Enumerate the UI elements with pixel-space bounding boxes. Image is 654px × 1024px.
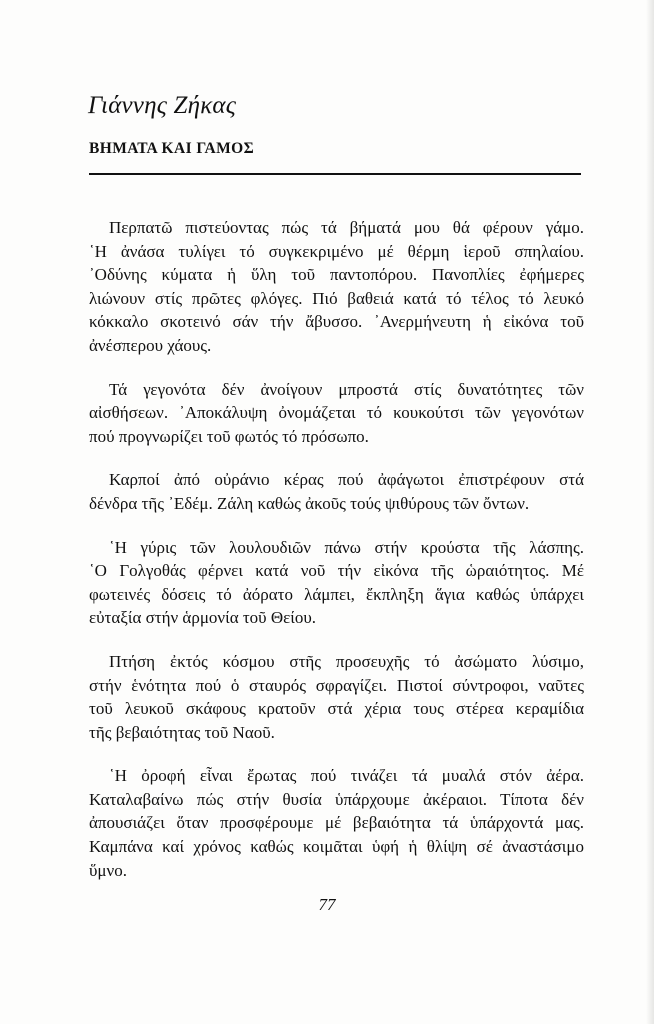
text-line: Καρποί ἀπό οὐράνιο κέρας πού ἀφάγωτοι ἐπιστρέφουν στά	[109, 470, 584, 490]
text-line: ᾿Οδύνης κύματα ἡ ὕλη τοῦ παντοπόρου. Πανοπλίες ἐφήμερες	[89, 265, 584, 285]
text-line: τῆς βεβαιότητας τοῦ Ναοῦ.	[89, 722, 275, 742]
text-line: Καταλαβαίνω πώς στήν θυσία ὑπάρχουμε ἀκέραιοι. Τίποτα δέν	[89, 789, 584, 809]
text-line: ῾Η ὀροφή εἶναι ἔρωτας πού τινάζει τά μυαλά στόν ἀέρα.	[109, 766, 584, 786]
text-line: πού προγνωρίζει τοῦ φωτός τό πρόσωπο.	[89, 426, 369, 446]
paragraph	[89, 650, 584, 744]
title-divider	[89, 173, 581, 175]
text-line: ῾Ο Γολγοθάς φέρνει κατά νοῦ τήν εἰκόνα τῆς ὡραιότητος. Μέ	[89, 561, 584, 581]
text-line: ὕμνο.	[89, 860, 127, 880]
author-name: Γιάννης Ζήκας	[88, 92, 237, 119]
text-line: δένδρα τῆς ᾿Εδέμ. Ζάλη καθώς ἀκοῦς τούς ψιθύρους τῶν ὄντων.	[89, 493, 530, 513]
paragraph	[89, 764, 584, 882]
text-line: Περπατῶ πιστεύοντας πώς τά βήματά μου θά φέρουν γάμο.	[109, 218, 584, 237]
text-line: εὐταξία στήν ἁρμονία τοῦ Θείου.	[89, 608, 317, 628]
page-edge-shadow	[646, 0, 654, 1024]
text-line: αἰσθήσεων. ᾿Αποκάλυψη ὀνομάζεται τό κουκούτσι τῶν γεγονότων	[89, 403, 584, 423]
paragraph	[89, 468, 584, 515]
text-line: στήν ἑνότητα πού ὁ σταυρός σφραγίζει. Πιστοί σύντροφοι, ναῦτες	[89, 675, 584, 695]
text-line: ἀνέσπερου χάους.	[89, 335, 212, 355]
paragraph	[89, 536, 584, 630]
text-line: Καμπάνα καί χρόνος καθώς κοιμᾶται ὑφή ἡ θλίψη σέ ἀναστάσιμο	[89, 837, 584, 857]
text-line: κόκκαλο σκοτεινό σάν τήν ἄβυσσο. ᾿Ανερμήνευτη ἡ εἰκόνα τοῦ	[89, 312, 584, 332]
paragraph	[89, 216, 584, 358]
text-line: ῾Η γύρις τῶν λουλουδιῶν πάνω στήν κρούστα τῆς λάσπης.	[109, 537, 584, 557]
text-line: Τά γεγονότα δέν ἀνοίγουν μπροστά στίς δυνατότητες τῶν	[109, 379, 584, 399]
text-line: τοῦ λευκοῦ σκάφους κρατοῦν στά χέρια τους στέρεα κεραμίδια	[89, 699, 584, 719]
page-number: 77	[318, 895, 336, 914]
poem-title: ΒΗΜΑΤΑ ΚΑΙ ΓΑΜΟΣ	[89, 140, 255, 157]
text-line: ἀπουσιάζει ὅταν προσφέρουμε μέ βεβαιότητα τά ὑπάρχοντά μας.	[89, 813, 584, 833]
text-line: φωτεινές δόσεις τό ἀόρατο λάμπει, ἔκπληξη ἅγια καθώς ὑπάρχει	[89, 584, 584, 604]
text-line: ῾Η ἀνάσα τυλίγει τό συγκεκριμένο μέ θέρμη ἱεροῦ σπηλαίου.	[89, 241, 584, 261]
text-line: Πτήση ἐκτός κόσμου στῆς προσευχῆς τό ἀσώματο λύσιμο,	[109, 651, 584, 671]
text-line: λιώνουν στίς πρῶτες φλόγες. Πιό βαθειά κατά τό τέλος τό λευκό	[89, 288, 584, 308]
poem-body	[89, 216, 584, 902]
paragraph	[89, 378, 584, 449]
